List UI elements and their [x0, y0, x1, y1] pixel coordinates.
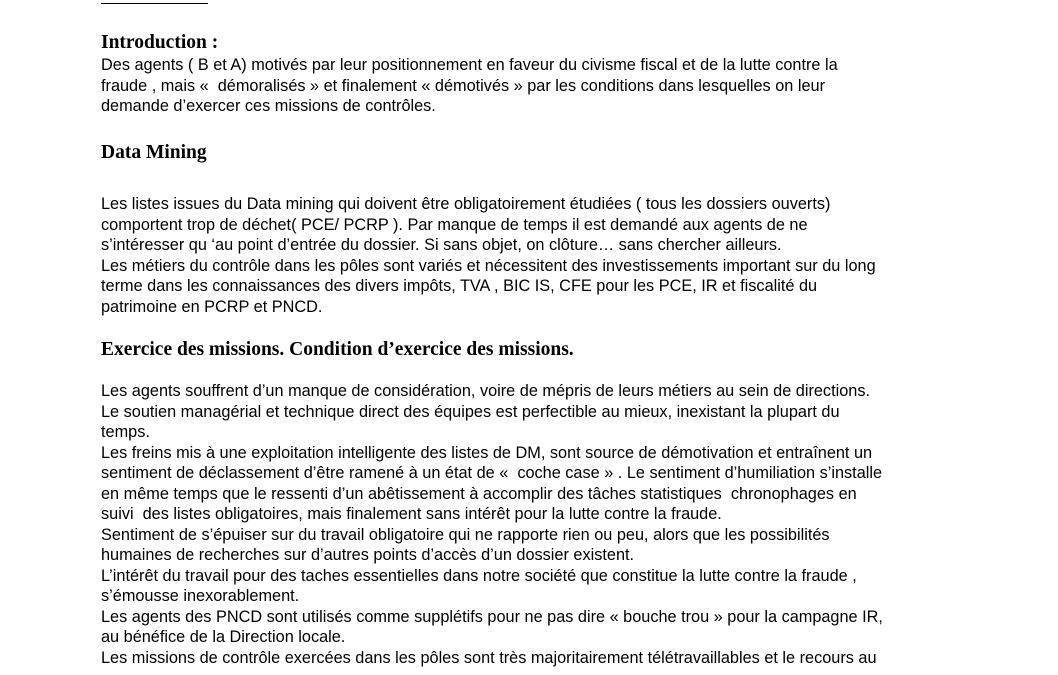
text-line: demande d’exercer ces missions de contrôles.	[101, 97, 436, 115]
text-line: Le soutien managérial et technique direct des équipes est perfectible au mieux, inexistant la plupart du	[101, 402, 840, 421]
text-line: temps.	[101, 423, 150, 441]
text-line: Les listes issues du Data mining qui doivent être obligatoirement étudiées ( tous les dossiers ouverts)	[101, 195, 831, 213]
text-line: Les missions de contrôle exercées dans les pôles sont très majoritairement télétravaillables et le recours au	[101, 648, 877, 667]
text-line: L’intérêt du travail pour des taches essentielles dans notre société que constitue la lutte contre la fraude ,	[101, 566, 857, 585]
text-line: suivi des listes obligatoires, mais finalement sans intérêt pour la lutte contre la fraude.	[101, 505, 722, 523]
exercice-paragraph	[101, 381, 883, 668]
text-line: Des agents ( B et A) motivés par leur positionnement en faveur du civisme fiscal et de la lutte contre la	[101, 56, 838, 74]
data-mining-heading: Data Mining	[101, 142, 207, 163]
text-line: s’intéresser qu ‘au point d’entrée du dossier. Si sans objet, on clôture… sans chercher ailleurs.	[101, 236, 782, 254]
text-line: comportent trop de déchet( PCE/ PCRP ). Par manque de temps il est demandé aux agents de ne	[101, 215, 808, 234]
text-line: terme dans les connaissances des divers impôts, TVA , BIC IS, CFE pour les PCE, IR et fiscalité du	[101, 277, 818, 295]
top-underline-fragment	[101, 0, 208, 4]
text-line: Sentiment de s’épuiser sur du travail obligatoire qui ne rapporte rien ou peu, alors que les possibilités	[101, 525, 830, 544]
text-line: Les freins mis à une exploitation intelligente des listes de DM, sont source de démotivation et entraînent un	[101, 443, 873, 462]
text-line: s’émousse inexorablement.	[101, 587, 300, 605]
text-line: patrimoine en PCRP et PNCD.	[101, 297, 323, 316]
introduction-paragraph	[101, 55, 838, 117]
text-line: fraude , mais « démoralisés » et finalement « démotivés » par les conditions dans lesquelles on leur	[101, 76, 826, 95]
text-line: en même temps que le ressenti d’un abêtissement à accomplir des tâches statistiques chronophages en	[101, 484, 857, 503]
text-line: Les métiers du contrôle dans les pôles sont variés et nécessitent des investissements important sur du long	[101, 256, 876, 275]
text-line: humaines de recherches sur d’autres points d’accès d’un dossier existent.	[101, 546, 635, 564]
exercice-heading: Exercice des missions. Condition d’exercice des missions.	[101, 339, 574, 360]
data-mining-paragraph	[101, 194, 876, 317]
text-line: Les agents des PNCD sont utilisés comme supplétifs pour ne pas dire « bouche trou » pour la campagne IR,	[101, 607, 883, 626]
text-line: Les agents souffrent d’un manque de considération, voire de mépris de leurs métiers au sein de directions.	[101, 382, 870, 400]
introduction-heading: Introduction :	[101, 32, 219, 53]
text-line: au bénéfice de la Direction locale.	[101, 628, 346, 646]
text-line: sentiment de déclassement d’être ramené à un état de « coche case » . Le sentiment d’humiliation s’installe	[101, 464, 883, 482]
